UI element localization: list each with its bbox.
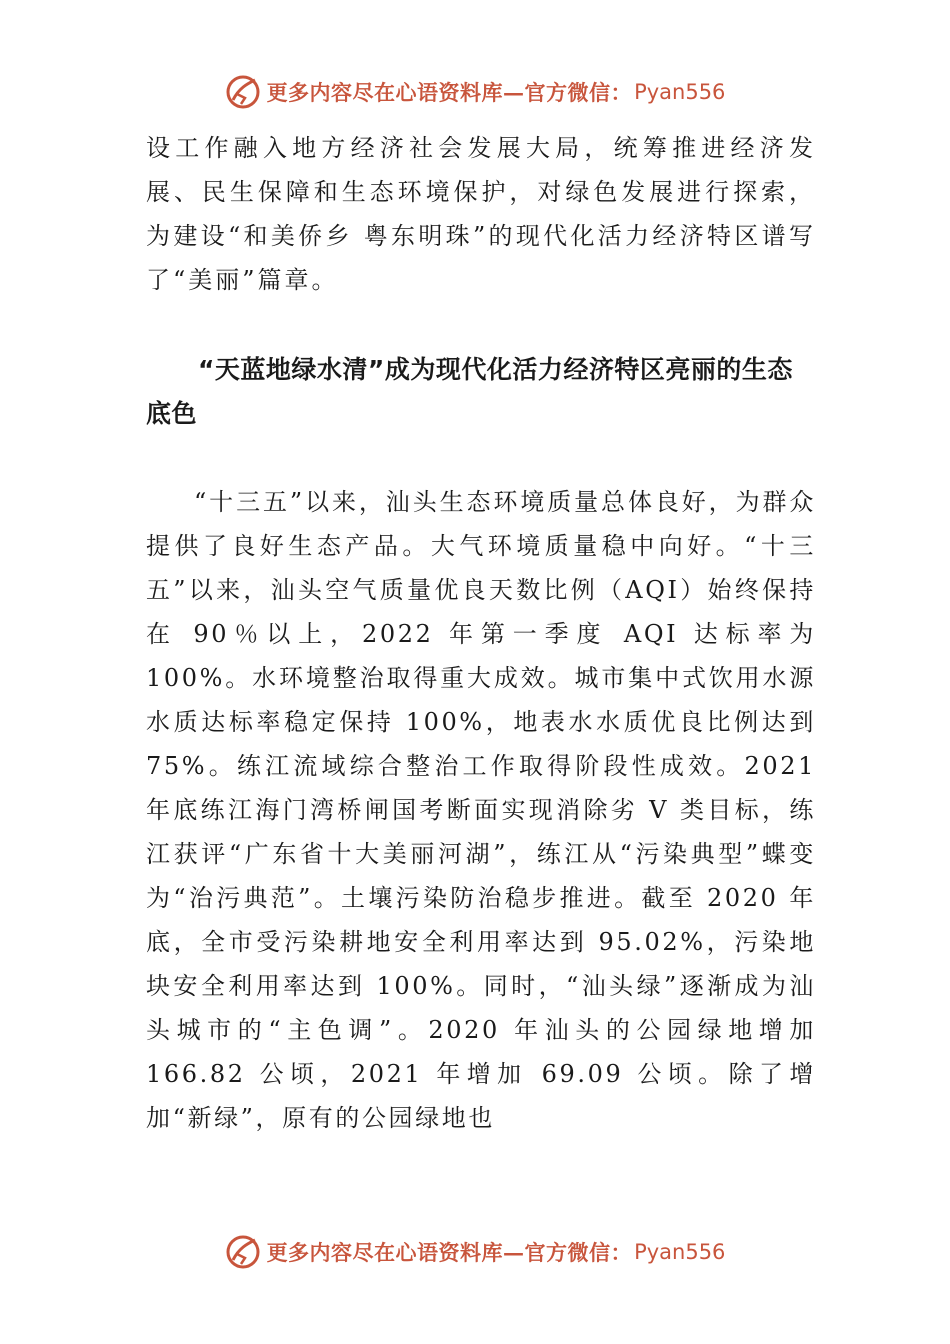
logo-icon bbox=[225, 74, 261, 110]
footer-banner bbox=[0, 1232, 950, 1272]
footer-wechat-id: Pyan556 bbox=[634, 1240, 726, 1264]
section-heading: “天蓝地绿水清”成为现代化活力经济特区亮丽的生态底色 bbox=[146, 355, 793, 428]
body-section bbox=[146, 480, 816, 1140]
body-paragraph: “十三五”以来，汕头生态环境质量总体良好，为群众提供了良好生态产品。大气环境质量稳中向好。“十三五”以来，汕头空气质量优良天数比例（AQI）始终保持在 90％以上，2022 年第一季度 AQI 达标率为 100%。水环境整治取得重大成效。城市集中式饮用水源水质达标率稳定保持 100%，地表水水质优良比例达到 75%。练江流域综合整治工作取得阶段性成效。2021 年底练江海门湾桥闸国考断面实现消除劣 V 类目标，练江获评“广东省十大美丽河湖”，练江从“污染典型”蝶变为“治污典范”。土壤污染防治稳步推进。截至 2020 年底，全市受污染耕地安全利用率达到 95.02%，污染地块安全利用率达到 100%。同时，“汕头绿”逐渐成为汕头城市的“主色调”。2020 年汕头的公园绿地增加 166.82 公顷，2021 年增加 69.09 公顷。除了增加“新绿”，原有的公园绿地也 bbox=[146, 488, 816, 1132]
header-wechat-id: Pyan556 bbox=[634, 80, 726, 104]
header-banner-text: 更多内容尽在心语资料库—官方微信： bbox=[266, 80, 633, 105]
header-banner bbox=[0, 72, 950, 112]
intro-paragraph: 设工作融入地方经济社会发展大局，统筹推进经济发展、民生保障和生态环境保护，对绿色发展进行探索，为建设“和美侨乡 粤东明珠”的现代化活力经济特区谱写了“美丽”篇章。 bbox=[146, 134, 816, 294]
footer-banner-text: 更多内容尽在心语资料库—官方微信： bbox=[266, 1240, 633, 1265]
logo-icon bbox=[225, 1234, 261, 1270]
intro-section bbox=[146, 126, 816, 302]
